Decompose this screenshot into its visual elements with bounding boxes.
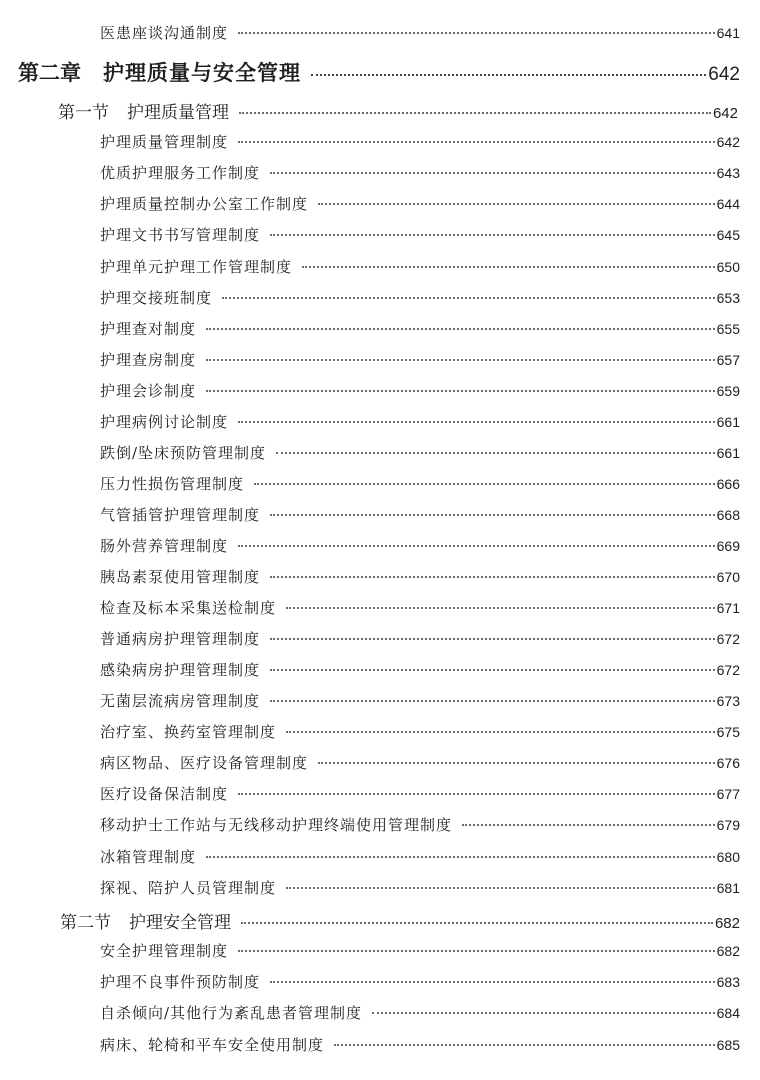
toc-entry-title: 护理交接班制度 [100,289,213,307]
toc-entry [100,597,740,618]
toc-entry-title: 护理不良事件预防制度 [100,973,261,991]
toc-entry [100,349,740,370]
section-heading [60,908,740,933]
toc-entry [100,504,740,525]
dot-leader [286,887,715,889]
toc-entry [100,256,740,277]
toc-entry-title: 医患座谈沟通制度 [100,24,229,42]
toc-entry-title: 护理文书书写管理制度 [100,226,261,244]
section-number: 第二节 [60,913,111,933]
toc-entry-page: 661 [716,445,740,461]
toc-entry [100,628,740,649]
toc-entry-title: 护理单元护理工作管理制度 [100,258,293,276]
toc-entry [100,783,740,804]
chapter-number: 第二章 [18,61,81,85]
toc-entry [100,877,740,898]
toc-entry-page: 653 [716,290,740,306]
toc-entry-title: 护理查房制度 [100,351,197,369]
chapter-title: 护理质量与安全管理 [103,61,301,85]
dot-leader [270,700,715,702]
toc-entry-title: 医疗设备保洁制度 [100,785,229,803]
toc-entry [100,287,740,308]
toc-entry-page: 671 [716,600,740,616]
dot-leader [462,824,715,826]
toc-entry [100,721,740,742]
dot-leader [239,112,711,114]
dot-leader [270,669,715,671]
toc-entry-page: 675 [716,724,740,740]
dot-leader [270,576,715,578]
toc-entry [100,846,740,867]
toc-entry-title: 病床、轮椅和平车安全使用制度 [100,1036,325,1054]
dot-leader [318,203,715,205]
toc-entry-page: 672 [716,662,740,678]
dot-leader [254,483,715,485]
toc-entry-title: 肠外营养管理制度 [100,537,229,555]
toc-entry [100,971,740,992]
dot-leader [206,328,715,330]
toc-entry [100,1034,740,1055]
toc-entry [100,566,740,587]
section-title: 护理质量管理 [127,103,229,123]
dot-leader [238,793,715,795]
toc-entry [100,224,740,245]
toc-entry-title: 跌倒/坠床预防管理制度 [100,444,267,462]
toc-entry [100,131,740,152]
toc-entry-page: 659 [716,383,740,399]
dot-leader [206,359,715,361]
dot-leader [238,141,715,143]
toc-entry [100,1002,740,1023]
toc-entry-page: 680 [716,849,740,865]
toc-entry-title: 护理病例讨论制度 [100,413,229,431]
dot-leader [238,545,715,547]
toc-entry [100,22,740,43]
toc-entry-page: 672 [716,631,740,647]
dot-leader [270,514,715,516]
toc-entry-page: 643 [716,165,740,181]
toc-entry-page: 676 [716,755,740,771]
toc-entry-title: 移动护士工作站与无线移动护理终端使用管理制度 [100,816,453,834]
toc-entry-page: 666 [716,476,740,492]
dot-leader [286,607,715,609]
dot-leader [372,1012,715,1014]
dot-leader [276,452,715,454]
dot-leader [238,950,715,952]
toc-entry [100,535,740,556]
toc-entry-page: 684 [716,1005,740,1021]
toc-entry-page: 673 [716,693,740,709]
section-title: 护理安全管理 [129,913,231,933]
toc-entry [100,473,740,494]
toc-entry [100,162,740,183]
section-number: 第一节 [58,103,109,123]
dot-leader [270,172,715,174]
toc-entry-title: 检查及标本采集送检制度 [100,599,277,617]
dot-leader [238,421,715,423]
dot-leader [270,234,715,236]
toc-entry-title: 感染病房护理管理制度 [100,661,261,679]
dot-leader [241,922,713,924]
toc-entry-page: 670 [716,569,740,585]
toc-entry [100,690,740,711]
dot-leader [311,74,706,76]
toc-entry-page: 642 [716,134,740,150]
toc-entry-title: 冰箱管理制度 [100,848,197,866]
toc-entry-title: 压力性损伤管理制度 [100,475,245,493]
toc-entry-page: 655 [716,321,740,337]
toc-entry-title: 治疗室、换药室管理制度 [100,723,277,741]
dot-leader [318,762,715,764]
toc-entry-page: 677 [716,786,740,802]
section-page: 682 [714,915,740,932]
toc-entry-title: 安全护理管理制度 [100,942,229,960]
dot-leader [206,390,715,392]
toc-entry-title: 护理会诊制度 [100,382,197,400]
toc-entry [100,752,740,773]
dot-leader [206,856,715,858]
toc-entry-page: 669 [716,538,740,554]
toc-entry [100,380,740,401]
chapter-heading [18,57,740,87]
toc-entry [100,442,740,463]
toc-entry [100,659,740,680]
toc-entry-page: 650 [716,259,740,275]
toc-entry-title: 护理质量管理制度 [100,133,229,151]
dot-leader [334,1044,715,1046]
toc-entry-page: 683 [716,974,740,990]
toc-entry-title: 胰岛素泵使用管理制度 [100,568,261,586]
dot-leader [222,297,715,299]
toc-entry-title: 优质护理服务工作制度 [100,164,261,182]
dot-leader [286,731,715,733]
toc-entry-page: 645 [716,227,740,243]
toc-entry-title: 病区物品、医疗设备管理制度 [100,754,309,772]
section-page: 642 [712,105,738,122]
dot-leader [302,266,715,268]
section-heading [58,98,738,123]
toc-entry-page: 685 [716,1037,740,1053]
toc-entry-page: 641 [716,25,740,41]
toc-entry [100,193,740,214]
toc-entry [100,318,740,339]
dot-leader [270,638,715,640]
toc-entry [100,940,740,961]
toc-entry-title: 无菌层流病房管理制度 [100,692,261,710]
toc-entry-page: 682 [716,943,740,959]
toc-entry-page: 668 [716,507,740,523]
toc-entry-title: 护理质量控制办公室工作制度 [100,195,309,213]
chapter-page: 642 [708,64,740,85]
toc-entry-title: 普通病房护理管理制度 [100,630,261,648]
toc-entry-page: 644 [716,196,740,212]
toc-entry-page: 657 [716,352,740,368]
toc-entry-title: 护理查对制度 [100,320,197,338]
toc-entry-title: 气管插管护理管理制度 [100,506,261,524]
toc-entry-page: 661 [716,414,740,430]
toc-entry-title: 自杀倾向/其他行为紊乱患者管理制度 [100,1004,363,1022]
toc-entry-title: 探视、陪护人员管理制度 [100,879,277,897]
toc-entry-page: 679 [716,817,740,833]
toc-entry-page: 681 [716,880,740,896]
toc-entry [100,411,740,432]
dot-leader [238,32,715,34]
dot-leader [270,981,715,983]
toc-entry [100,814,740,835]
